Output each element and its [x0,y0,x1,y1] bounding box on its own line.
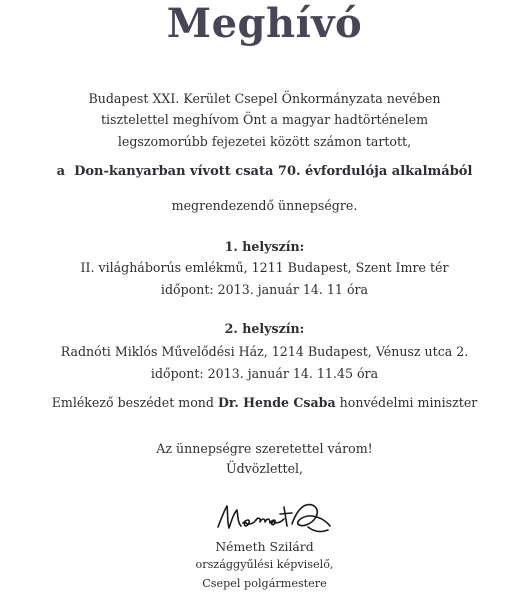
intro-line-4 [0,164,529,180]
venue-2-time: időpont: 2013. január 14. 11.45 óra [150,366,379,381]
intro-line-1: Budapest XXI. Kerület Csepel Önkormányzata nevében [88,91,441,106]
speech-suffix: honvédelmi miniszter [339,395,478,410]
intro-line-5: megrendezendő ünnepségre. [171,198,358,213]
signatory-title-2: Csepel polgármestere [202,577,327,590]
speech-prefix: Emlékező beszédet mond [51,395,214,410]
intro-line-2: tisztelettel meghívom Önt a magyar hadtörténelem [100,112,429,127]
speaker-name: Dr. Hende Csaba [217,395,336,410]
handwritten-signature [212,497,337,539]
venue-2-address: Radnóti Miklós Művelődési Ház, 1214 Budapest, Vénusz utca 2. [60,344,469,359]
venue-1-heading: 1. helyszín: [224,239,305,254]
closing-line-2: Üdvözlettel, [225,461,304,476]
event-name: Don-kanyarban vívott csata 70. évfordulója alkalmából [74,164,473,179]
signatory-name: Németh Szilárd [215,539,314,554]
invitation-title: Meghívó [166,0,363,47]
venue-1-address: II. világháborús emlékmű, 1211 Budapest, Szent Imre tér [80,260,449,275]
venue-1-time: időpont: 2013. január 14. 11 óra [160,282,369,297]
signatory-title-1: országgyűlési képviselő, [195,558,334,571]
speech-line [0,395,529,411]
intro-line-3: legszomorúbb fejezetei között számon tartott, [117,134,412,149]
closing-line-1: Az ünnepségre szeretettel várom! [156,441,373,456]
venue-2-heading: 2. helyszín: [224,321,305,336]
intro-line-4-prefix: a [56,164,65,179]
